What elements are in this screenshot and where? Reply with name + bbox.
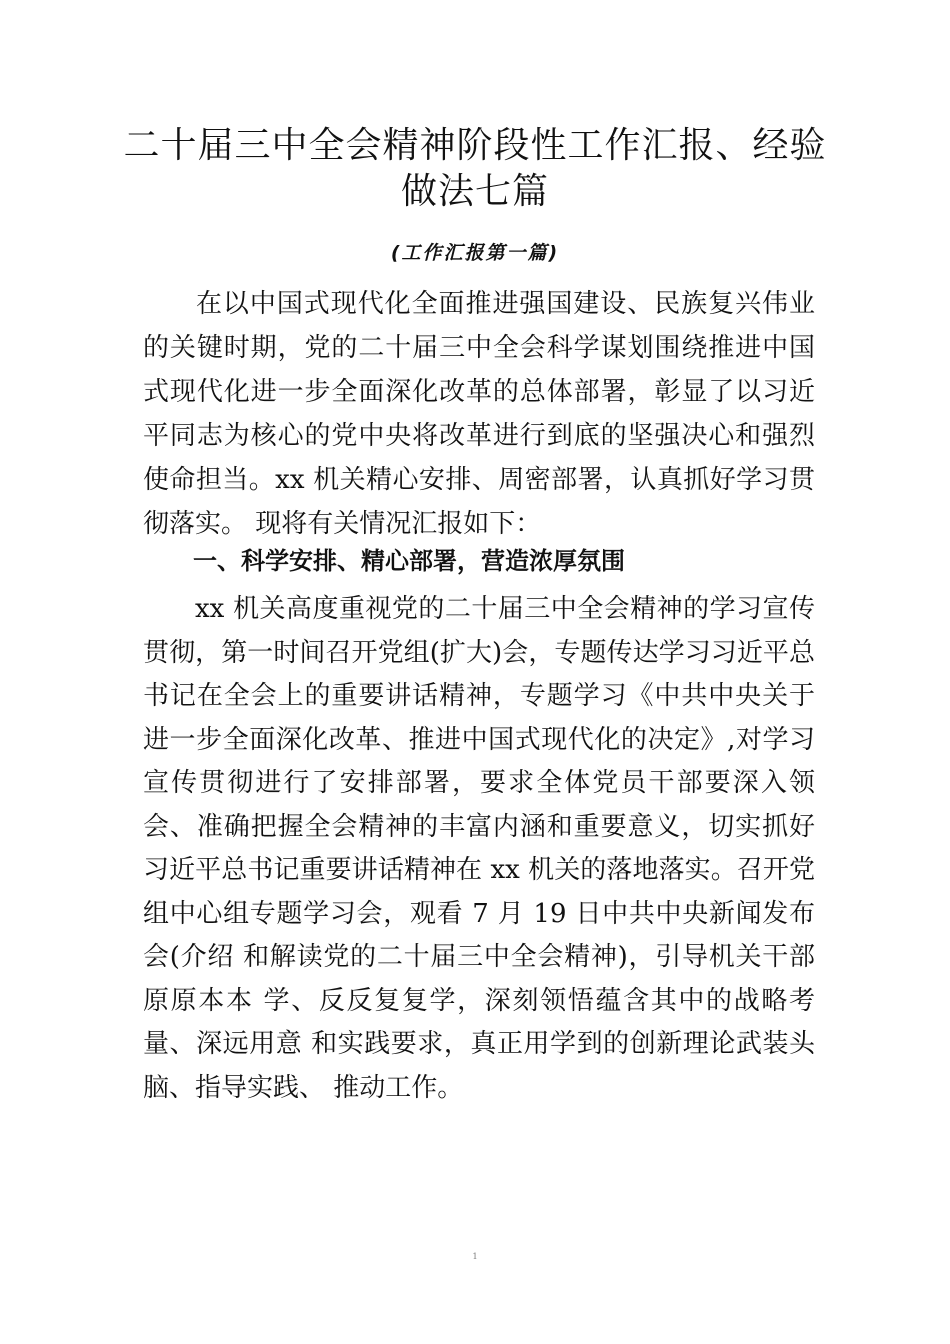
- paragraph-section1-text: xx 机关高度重视党的二十届三中全会精神的学习宣传贯彻，第一时间召开党组(扩大)会，专题传达学习习近平总书记在全会上的重要讲话精神，专题学习《中共中央关于进一步全面深化改革、推进中国式现代化的决定》,对学习宣传贯彻进行了安排部署，要求全体党员干部要深入领会、准确把握全会精神的丰富内涵和重要意义，切实抓好习近平总书记重要讲话精神在 xx 机关的落地落实。召开党组中心组专题学习会，观看 7 月 19 日中共中央新闻发布会(介绍 和解读党的二十届三中全会精神)，引导机关干部原原本本 学、反反复复学，深刻领悟蕴含其中的战略考量、深远用意 和实践要求，真正用学到的创新理论武装头脑、指导实践、 推动工作。: [143, 594, 815, 1103]
- paragraph-section1: [143, 588, 815, 1110]
- paragraph-intro-text: 在以中国式现代化全面推进强国建设、民族复兴伟业的关键时期，党的二十届三中全会科学谋划围绕推进中国式现代化进一步全面深化改革的总体部署，彰显了以习近平同志为核心的党中央将改革进行到底的坚强决心和强烈使命担当。xx 机关精心安排、周密部署，认真抓好学习贯彻落实。 现将有关情况汇报如下：: [143, 289, 815, 539]
- document-subtitle: (工作汇报第一篇): [390, 242, 560, 264]
- document-title-line1: 二十届三中全会精神阶段性工作汇报、经验: [123, 125, 827, 166]
- section-heading-1: 一、科学安排、精心部署，营造浓厚氛围: [193, 547, 625, 575]
- paragraph-intro: [143, 282, 815, 546]
- page-number: 1: [472, 1252, 478, 1261]
- document-title-line2: 做法七篇: [400, 171, 549, 212]
